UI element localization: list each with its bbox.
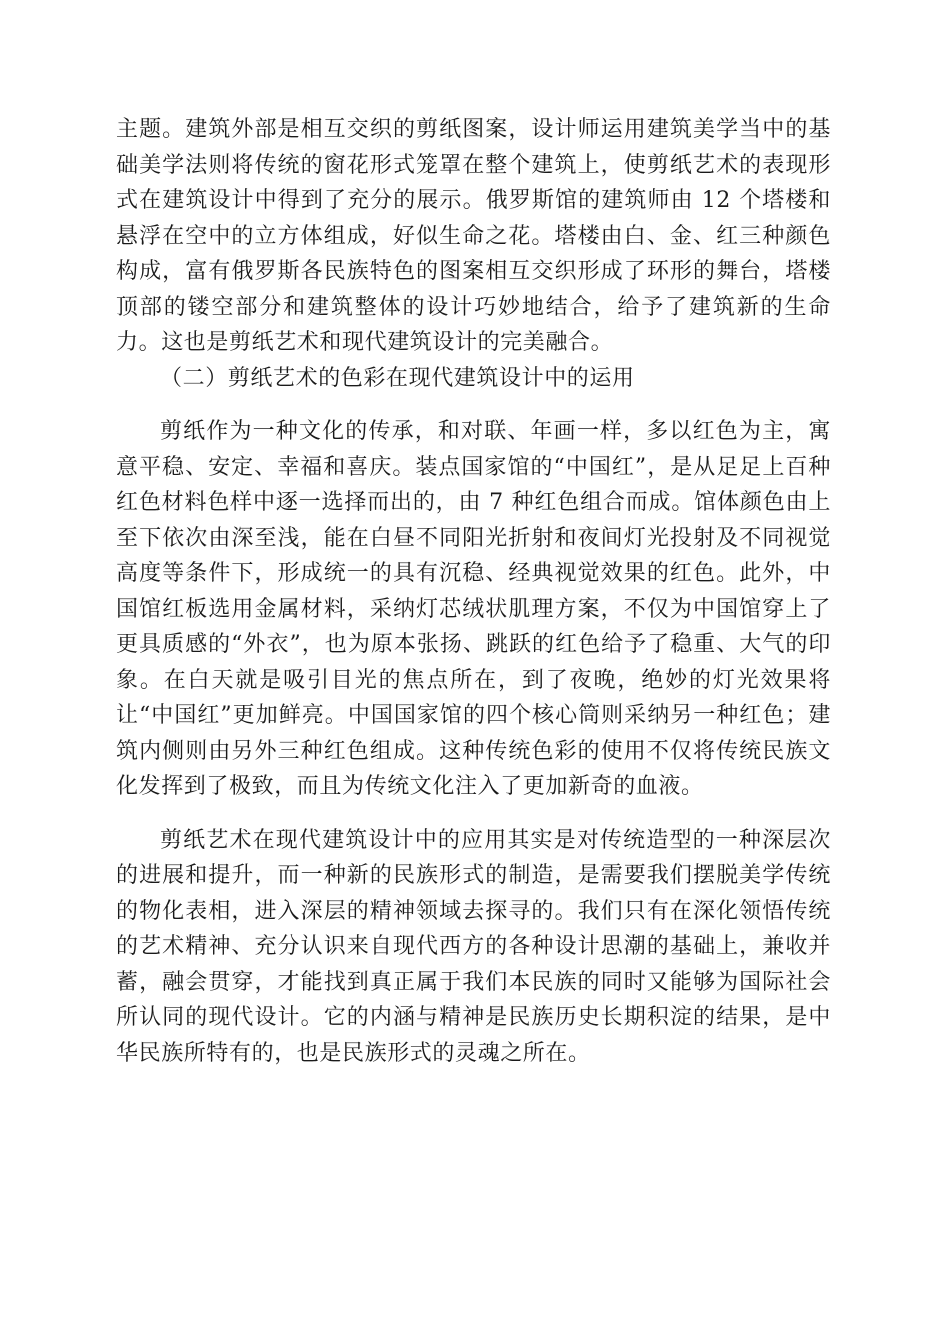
section-heading: （二）剪纸艺术的色彩在现代建筑设计中的运用 <box>160 365 635 391</box>
document-page <box>116 112 831 1071</box>
body-paragraph-1: 主题。建筑外部是相互交织的剪纸图案，设计师运用建筑美学当中的基础美学法则将传统的窗花形式笼罩在整个建筑上，使剪纸艺术的表现形式在建筑设计中得到了充分的展示。俄罗斯馆的建筑师由 12 个塔楼和悬浮在空中的立方体组成，好似生命之花。塔楼由白、金、红三种颜色构成，富有俄罗斯各民族特色的图案相互交织形成了环形的舞台，塔楼顶部的镂空部分和建筑整体的设计巧妙地结合，给予了建筑新的生命力。这也是剪纸艺术和现代建筑设计的完美融合。 <box>116 117 831 355</box>
body-paragraph-2: 剪纸作为一种文化的传承，和对联、年画一样，多以红色为主，寓意平稳、安定、幸福和喜庆。装点国家馆的“中国红”，是从足足上百种红色材料色样中逐一选择而出的，由 7 种红色组合而成。馆体颜色由上至下依次由深至浅，能在白昼不同阳光折射和夜间灯光投射及不同视觉高度等条件下，形成统一的具有沉稳、经典视觉效果的红色。此外，中国馆红板选用金属材料，采纳灯芯绒状肌理方案，不仅为中国馆穿上了更具质感的“外衣”，也为原本张扬、跳跃的红色给予了稳重、大气的印象。在白天就是吸引目光的焦点所在，到了夜晚，绝妙的灯光效果将让“中国红”更加鲜亮。中国国家馆的四个核心筒则采纳另一种红色；建筑内侧则由另外三种红色组成。这种传统色彩的使用不仅将传统民族文化发挥到了极致，而且为传统文化注入了更加新奇的血液。 <box>116 419 831 799</box>
body-paragraph-3: 剪纸艺术在现代建筑设计中的应用其实是对传统造型的一种深层次的进展和提升，而一种新的民族形式的制造，是需要我们摆脱美学传统的物化表相，进入深层的精神领域去探寻的。我们只有在深化领悟传统的艺术精神、充分认识来自现代西方的各种设计思潮的基础上，兼收并蓄，融会贯穿，才能找到真正属于我们本民族的同时又能够为国际社会所认同的现代设计。它的内涵与精神是民族历史长期积淀的结果，是中华民族所特有的，也是民族形式的灵魂之所在。 <box>116 827 831 1066</box>
